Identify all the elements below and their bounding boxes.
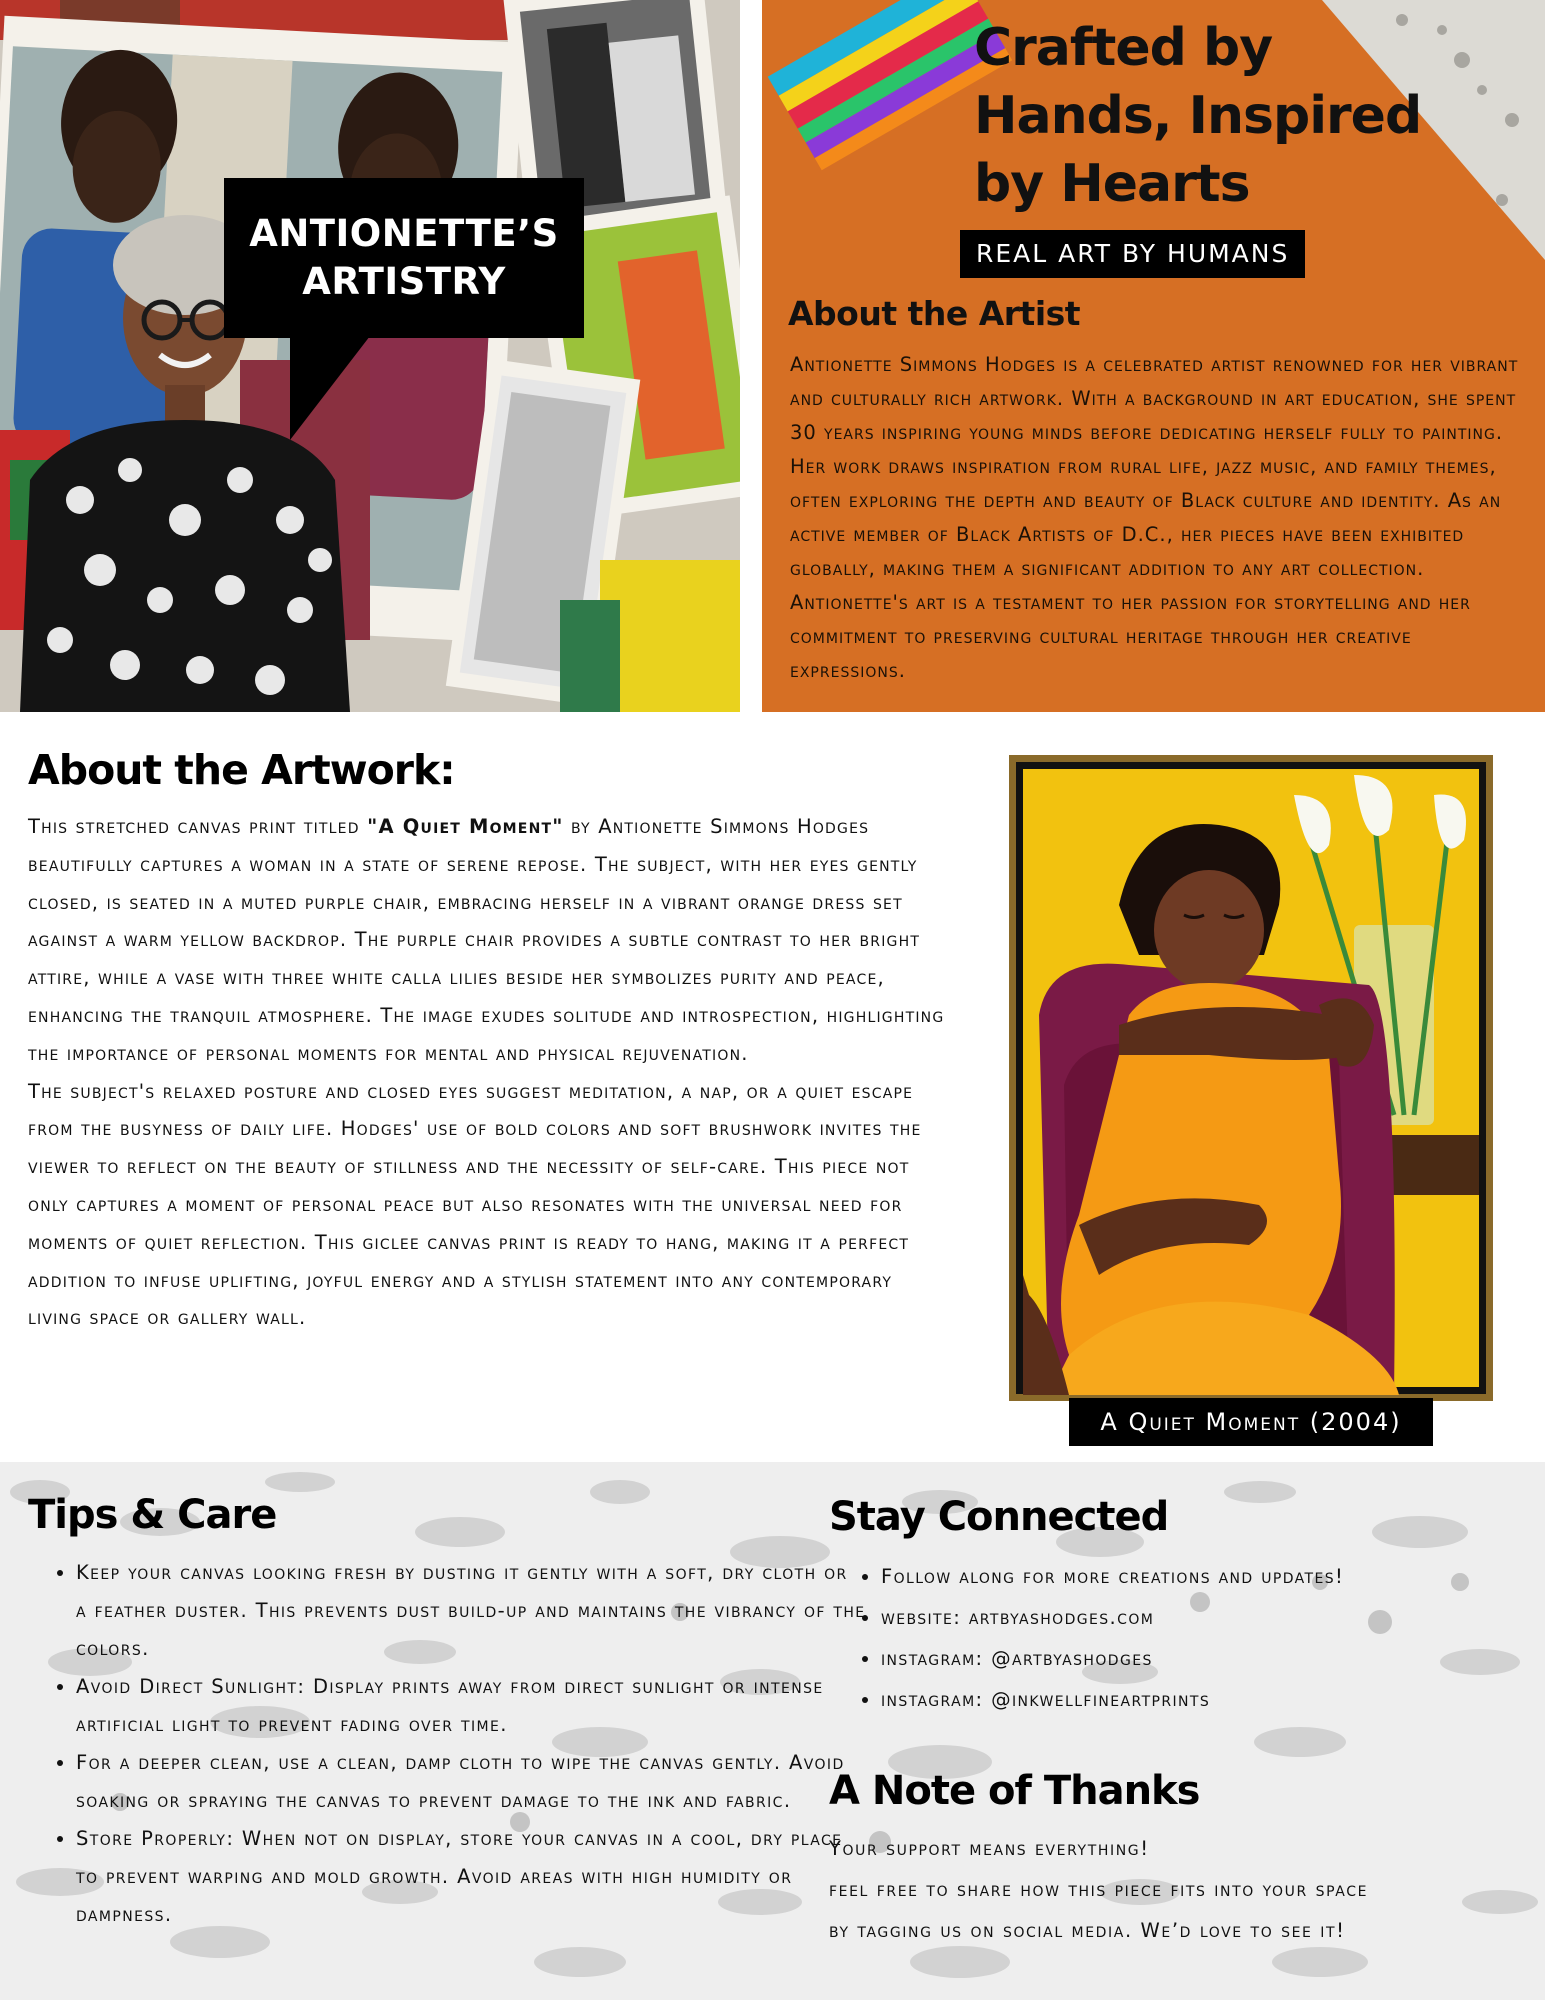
tips-care-heading: Tips & Care [28, 1492, 277, 1538]
collage-artwork-image [0, 0, 740, 712]
hero-headline: Crafted by Hands, Inspired by Hearts [974, 18, 1422, 214]
about-artist-heading: About the Artist [788, 294, 1081, 333]
list-item: • Store Properly: When not on display, store your canvas in a cool, dry place to prevent warping and mold growth. Avoid areas with high humidity or dampness. [76, 1820, 866, 1934]
info-footer-section [0, 1462, 1545, 2000]
thanks-line: Your support means everything! [829, 1837, 1150, 1860]
artist-photo-collage [0, 0, 740, 712]
social-links-list [833, 1556, 1401, 1720]
list-item: • Follow along for more creations and updates! [881, 1556, 1401, 1597]
website-link[interactable]: • website: artbyashodges.com [881, 1597, 1401, 1638]
artwork-desc-body: by Antionette Simmons Hodges beautifully captures a woman in a state of serene repose. The subject, with her eyes gently closed, is seated in a muted purple chair, embracing herself in a vibrant orange dress set against a warm yellow backdrop. The purple chair provides a subtle contrast to her bright attire, while a vase with three white calla lilies beside her symbolizes purity and peace, enhancing the tranquil atmosphere. The image exudes solitude and introspection, highlighting the importance of personal moments for mental and physical rejuvenation. [28, 815, 945, 1065]
painting-caption: A Quiet Moment (2004) [1069, 1398, 1433, 1446]
artwork-desc-paragraph-2: The subject's relaxed posture and closed eyes suggest meditation, a nap, or a quiet escape from the busyness of daily life. Hodges' use of bold colors and soft brushwork invites the viewer to reflect on the beauty of stillness and the necessity of self-care. This piece not only captures a moment of personal peace but also resonates with the universal need for moments of quiet reflection. This giclee canvas print is ready to hang, making it a perfect addition to infuse uplifting, joyful energy and a stylish statement into any contemporary living space or gallery wall. [28, 1079, 922, 1330]
instagram-link[interactable]: • instagram: @artbyashodges [881, 1638, 1401, 1679]
list-item: • Avoid Direct Sunlight: Display prints away from direct sunlight or intense artificial light to prevent fading over time. [76, 1668, 866, 1744]
list-item: • Keep your canvas looking fresh by dusting it gently with a soft, dry cloth or a feather duster. This prevents dust build-up and maintains the vibrancy of the colors. [76, 1554, 866, 1668]
quiet-moment-painting [1009, 755, 1493, 1401]
brand-name: ANTIONETTE’S ARTISTRY [249, 212, 559, 303]
about-artist-panel [762, 0, 1545, 712]
thanks-line: feel free to share how this piece fits into your space [829, 1878, 1369, 1901]
thanks-heading: A Note of Thanks [829, 1768, 1200, 1814]
about-artwork-heading: About the Artwork: [28, 746, 455, 794]
thanks-line: by tagging us on social media. We’d love to see it! [829, 1919, 1346, 1942]
artwork-desc-intro: This stretched canvas print titled [28, 815, 368, 838]
artwork-title-highlight: "A Quiet Moment" [367, 815, 564, 838]
tagline-badge: REAL ART BY HUMANS [960, 230, 1305, 278]
tips-list [28, 1554, 866, 1934]
instagram-link[interactable]: • instagram: @inkwellfineartprints [881, 1679, 1401, 1720]
artist-bio-text: Antionette Simmons Hodges is a celebrated artist renowned for her vibrant and culturally rich artwork. With a background in art education, she spent 30 years inspiring young minds before dedicating herself fully to painting. Her work draws inspiration from rural life, jazz music, and family themes, often exploring the depth and beauty of Black culture and identity. As an active member of Black Artists of D.C., her pieces have been exhibited globally, making them a significant addition to any art collection. Antionette's art is a testament to her passion for storytelling and her commitment to preserving cultural heritage through her creative expressions. [790, 353, 1519, 682]
brand-speech-bubble [224, 178, 584, 338]
stay-connected-heading: Stay Connected [829, 1494, 1169, 1540]
painting-image [1009, 755, 1493, 1401]
thanks-message [829, 1828, 1519, 1951]
list-item: • For a deeper clean, use a clean, damp cloth to wipe the canvas gently. Avoid soaking or spraying the canvas to prevent damage to the ink and fabric. [76, 1744, 866, 1820]
artwork-description [28, 808, 950, 1337]
